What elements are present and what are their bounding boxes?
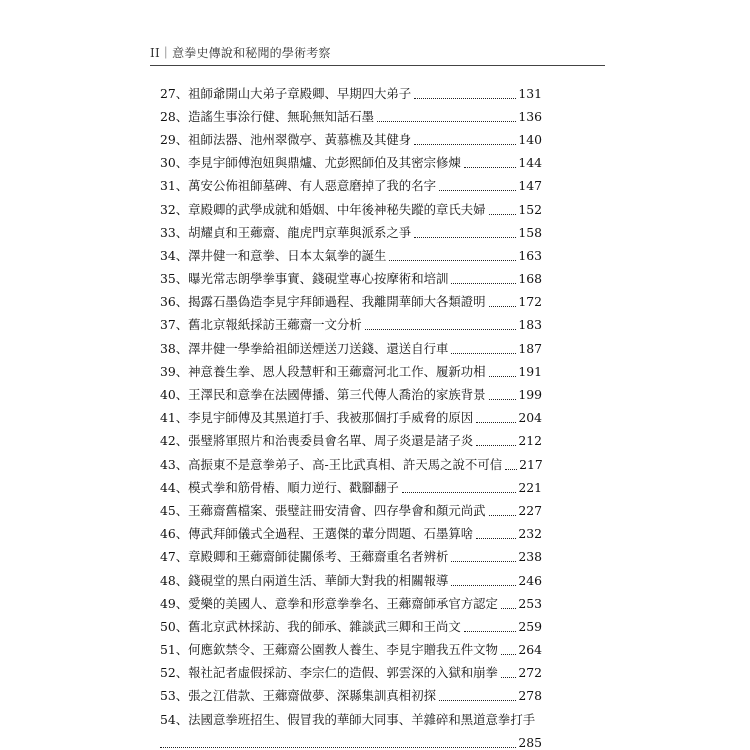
toc-leader-dots [389, 251, 516, 261]
toc-page-number: 163 [518, 247, 542, 263]
toc-entry [160, 337, 542, 360]
toc-entry-title: 42、張璧將軍照片和治喪委員會名單、周子炎還是諸子炎 [160, 433, 474, 449]
toc-entry [160, 314, 542, 337]
toc-leader-dots [489, 297, 517, 307]
toc-entry [160, 430, 542, 453]
toc-leader-dots [489, 367, 517, 377]
toc-page-number: 264 [518, 642, 542, 658]
toc-leader-dots [464, 158, 517, 168]
toc-leader-dots [414, 228, 516, 238]
toc-leader-dots [439, 691, 516, 701]
toc-page-number: 147 [518, 178, 542, 194]
toc-leader-dots [476, 529, 516, 539]
toc-leader-dots [377, 112, 516, 122]
toc-leader-dots [451, 576, 516, 586]
toc-leader-dots [402, 483, 517, 493]
toc-page-number: 221 [518, 479, 542, 495]
toc-entry-title: 53、張之江借款、王薌齋做夢、深縣集訓真相初探 [160, 688, 436, 704]
toc-page-number: 172 [518, 294, 542, 310]
toc-entry-title: 49、愛樂的美國人、意拳和形意拳拳名、王薌齋師承官方認定 [160, 595, 498, 611]
toc-leader-dots [489, 390, 517, 400]
toc-page-number: 253 [518, 595, 542, 611]
table-of-contents [160, 82, 542, 750]
toc-leader-dots [501, 645, 516, 655]
toc-page-number: 272 [518, 665, 542, 681]
toc-leader-dots [414, 135, 516, 145]
toc-entry [160, 592, 542, 615]
toc-page-number: 140 [518, 131, 542, 147]
toc-leader-dots [476, 436, 516, 446]
toc-page-number: 144 [518, 155, 542, 171]
toc-page-number: 204 [518, 410, 542, 426]
toc-entry-title: 28、造謠生事涂行健、無恥無知話石墨 [160, 108, 375, 124]
toc-leader-dots [489, 506, 517, 516]
toc-page-number: 183 [518, 317, 542, 333]
toc-leader-dots [365, 320, 517, 330]
toc-entry [160, 128, 542, 151]
toc-page-number: 246 [518, 572, 542, 588]
toc-page-number: 259 [518, 618, 542, 634]
toc-leader-dots [501, 599, 516, 609]
toc-page-number: 187 [518, 340, 542, 356]
toc-leader-dots [476, 413, 516, 423]
toc-page-number: 168 [518, 271, 542, 287]
toc-entry-title: 30、李見宇師傅泡妞與鼎爐、尤彭熙師伯及其密宗修煉 [160, 155, 461, 171]
toc-leader-dots [505, 460, 517, 470]
toc-entry-title: 43、高振東不是意拳弟子、高-王比武真相、許天馬之說不可信 [160, 456, 503, 472]
toc-entry-last-title [160, 708, 542, 731]
toc-page-number: 227 [518, 502, 542, 518]
toc-page-number: 238 [518, 549, 542, 565]
toc-page-number: 212 [518, 433, 542, 449]
toc-entry-title: 31、萬安公佈祖師墓碑、有人惡意磨掉了我的名字 [160, 178, 436, 194]
toc-entry-title: 34、澤井健一和意拳、日本太氣拳的誕生 [160, 247, 387, 263]
toc-entry [160, 244, 542, 267]
toc-page-number: 199 [518, 387, 542, 403]
toc-entry-title: 38、澤井健一學拳給祖師送煙送刀送錢、還送自行車 [160, 340, 449, 356]
toc-entry-title: 40、王澤民和意拳在法國傳播、第三代傳人喬治的家族背景 [160, 387, 486, 403]
toc-entry [160, 360, 542, 383]
toc-entry [160, 82, 542, 105]
toc-page-number: 217 [519, 456, 543, 472]
toc-leader-dots [451, 274, 516, 284]
toc-page-number: 136 [518, 108, 542, 124]
toc-entry [160, 383, 542, 406]
toc-entry [160, 546, 542, 569]
toc-entry [160, 685, 542, 708]
toc-page-number: 131 [518, 85, 542, 101]
running-header-text: II｜意拳史傳說和秘聞的學術考察 [150, 46, 331, 60]
toc-entry [160, 152, 542, 175]
toc-page-number: 278 [518, 688, 542, 704]
toc-entry [160, 615, 542, 638]
toc-entry-title: 54、法國意拳班招生、假冒我的華師大同事、羊雜碎和黑道意拳打手 [160, 711, 536, 727]
toc-page-number: 158 [518, 224, 542, 240]
toc-entry [160, 291, 542, 314]
toc-leader-dots [414, 89, 516, 99]
toc-entry [160, 221, 542, 244]
toc-leader-dots [464, 622, 517, 632]
toc-entry [160, 175, 542, 198]
toc-leader-dots [451, 552, 516, 562]
toc-entry-title: 39、神意養生拳、恩人段慧軒和王薌齋河北工作、履新功相 [160, 363, 486, 379]
toc-entry-last-page-line [160, 731, 542, 750]
toc-page-number: 191 [518, 363, 542, 379]
toc-page-number: 285 [518, 735, 542, 750]
toc-entry-title: 45、王薌齋舊檔案、張璧註冊安清會、四存學會和顏元尚武 [160, 502, 486, 518]
toc-entry [160, 407, 542, 430]
toc-entry-title: 41、李見宇師傅及其黑道打手、我被那個打手威脅的原因 [160, 410, 474, 426]
toc-entry-title: 33、胡耀貞和王薌齋、龍虎門京華與派系之爭 [160, 224, 412, 240]
toc-entry-title: 27、祖師爺開山大弟子章殿卿、早期四大弟子 [160, 85, 412, 101]
toc-entry [160, 268, 542, 291]
toc-entry [160, 453, 542, 476]
toc-entry [160, 499, 542, 522]
toc-entry-title: 36、揭露石墨偽造李見宇拜師過程、我離開華師大各類證明 [160, 294, 486, 310]
toc-leader-dots [489, 205, 517, 215]
running-header [150, 42, 605, 66]
toc-entry-title: 52、報社記者虛假採訪、李宗仁的造假、郭雲深的入獄和崩拳 [160, 665, 498, 681]
toc-entry-title: 29、祖師法器、池州翠微亭、黃慕樵及其健身 [160, 131, 412, 147]
toc-entry-title: 50、舊北京武林採訪、我的師承、雜談武三卿和王尚文 [160, 618, 461, 634]
toc-leader-dots [501, 668, 516, 678]
toc-entry [160, 639, 542, 662]
toc-leader-dots [160, 738, 516, 748]
toc-entry-title: 44、模式拳和筋骨樁、順力逆行、戳腳翻子 [160, 479, 399, 495]
toc-entry-title: 48、錢硯堂的黑白兩道生活、華師大對我的相關報導 [160, 572, 449, 588]
toc-entry-title: 46、傳武拜師儀式全過程、王選傑的輩分問題、石墨算啥 [160, 526, 474, 542]
toc-leader-dots [451, 344, 516, 354]
toc-entry [160, 523, 542, 546]
toc-entry-title: 51、何應欽禁令、王薌齋公園教人養生、李見宇贈我五件文物 [160, 642, 498, 658]
toc-entry [160, 569, 542, 592]
toc-leader-dots [439, 181, 516, 191]
toc-entry [160, 662, 542, 685]
toc-entry-title: 47、章殿卿和王薌齋師徒關係考、王薌齋重名者辨析 [160, 549, 449, 565]
toc-entry [160, 198, 542, 221]
toc-entry-title: 32、章殿卿的武學成就和婚姻、中年後神秘失蹤的章氏夫婦 [160, 201, 486, 217]
toc-page-number: 232 [518, 526, 542, 542]
toc-entry [160, 105, 542, 128]
toc-entry [160, 476, 542, 499]
toc-entry-title: 35、曝光常志朗學拳事實、錢硯堂專心按摩術和培訓 [160, 271, 449, 287]
toc-entry-title: 37、舊北京報紙採訪王薌齋一文分析 [160, 317, 362, 333]
toc-page-number: 152 [518, 201, 542, 217]
